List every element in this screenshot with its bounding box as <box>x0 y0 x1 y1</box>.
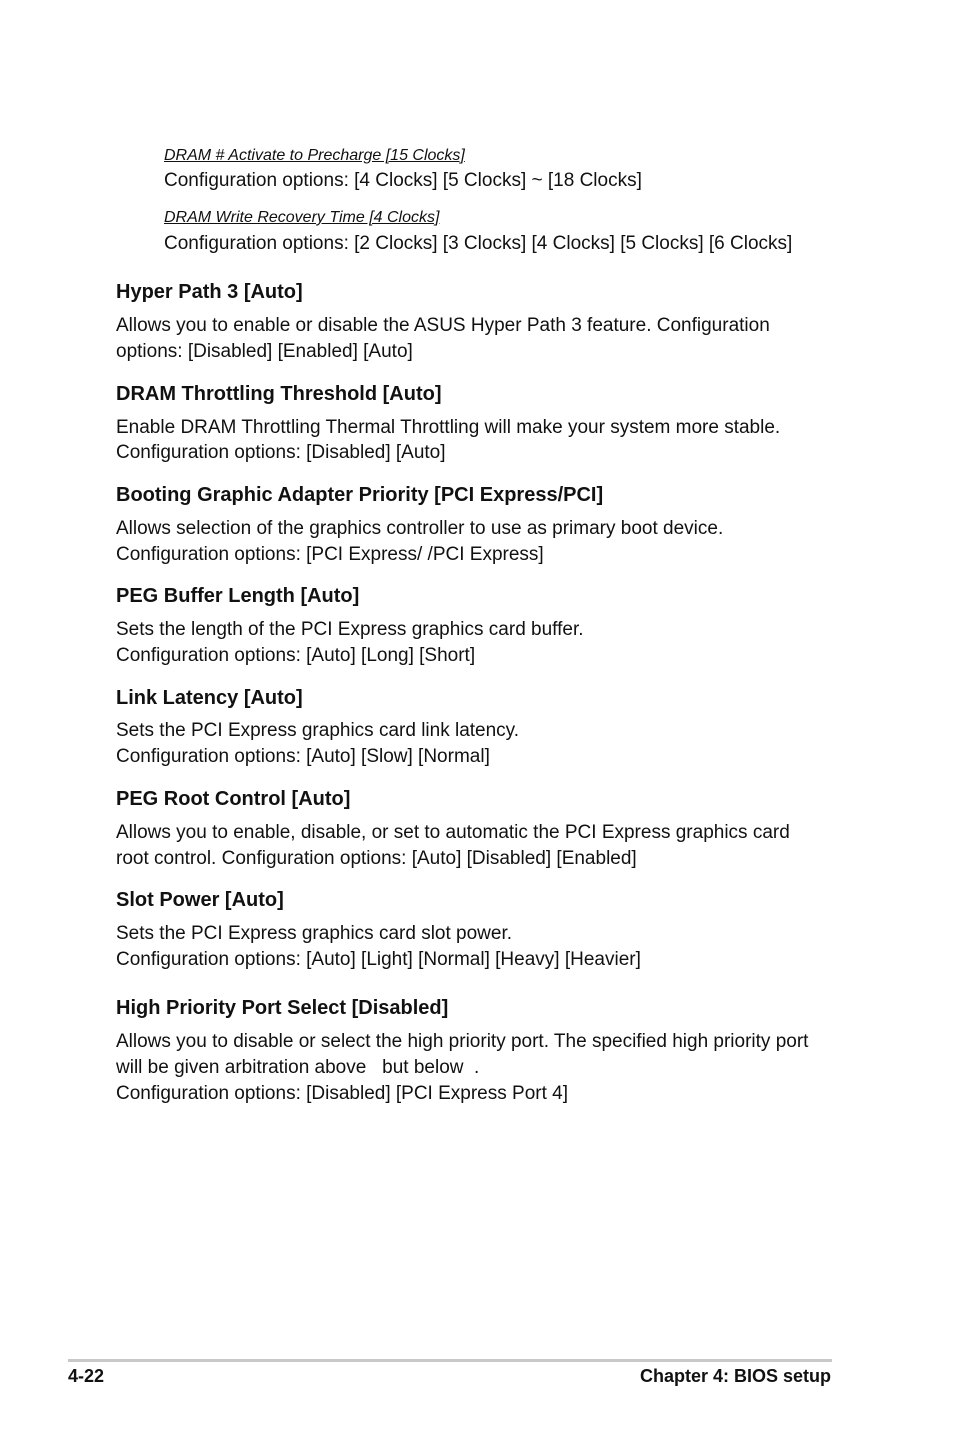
section-text: Configuration options: [Auto] [Light] [Normal] [Heavy] [Heavier] <box>116 949 641 970</box>
section-text: Enable DRAM Throttling Thermal Throttling will make your system more stable. <box>116 417 781 438</box>
dram-activate-precharge-options: Configuration options: [4 Clocks] [5 Clocks] ~ [18 Clocks] <box>164 170 642 191</box>
section-heading: Booting Graphic Adapter Priority [PCI Express/PCI] <box>116 484 604 506</box>
section-text: Sets the PCI Express graphics card link latency. <box>116 720 520 741</box>
section-text: options: [Disabled] [Enabled] [Auto] <box>116 341 413 362</box>
section-text: root control. Configuration options: [Auto] [Disabled] [Enabled] <box>116 848 637 869</box>
dram-write-recovery-title: DRAM Write Recovery Time [4 Clocks] <box>164 209 440 226</box>
section-heading: High Priority Port Select [Disabled] <box>116 997 449 1019</box>
section-text: Sets the length of the PCI Express graphics card buffer. <box>116 619 584 640</box>
section-text: Configuration options: [Auto] [Long] [Short] <box>116 645 476 666</box>
footer-divider <box>68 1359 832 1362</box>
section-text: Sets the PCI Express graphics card slot power. <box>116 923 513 944</box>
section-heading: Slot Power [Auto] <box>116 889 284 911</box>
section-heading: PEG Root Control [Auto] <box>116 788 351 810</box>
section-heading: PEG Buffer Length [Auto] <box>116 585 360 607</box>
section-text: Allows you to enable, disable, or set to automatic the PCI Express graphics card <box>116 822 790 843</box>
page-number: 4-22 <box>68 1366 105 1386</box>
section-text: Allows selection of the graphics controller to use as primary boot device. <box>116 518 724 539</box>
section-text: Allows you to enable or disable the ASUS Hyper Path 3 feature. Configuration <box>116 315 770 336</box>
section-text: Configuration options: [PCI Express/ /PCI Express] <box>116 544 544 565</box>
section-text: Configuration options: [Disabled] [PCI Express Port 4] <box>116 1083 569 1104</box>
section-heading: Link Latency [Auto] <box>116 687 303 709</box>
section-heading: DRAM Throttling Threshold [Auto] <box>116 383 442 405</box>
section-text: Allows you to disable or select the high priority port. The specified high priority port <box>116 1031 809 1052</box>
section-text: Configuration options: [Disabled] [Auto] <box>116 442 446 463</box>
chapter-label: Chapter 4: BIOS setup <box>639 1366 831 1386</box>
dram-activate-precharge-title: DRAM # Activate to Precharge [15 Clocks] <box>164 147 465 164</box>
dram-write-recovery-options: Configuration options: [2 Clocks] [3 Clocks] [4 Clocks] [5 Clocks] [6 Clocks] <box>164 233 793 254</box>
section-text: Configuration options: [Auto] [Slow] [Normal] <box>116 746 490 767</box>
section-heading: Hyper Path 3 [Auto] <box>116 281 303 303</box>
section-text: will be given arbitration above but below . <box>116 1057 480 1078</box>
